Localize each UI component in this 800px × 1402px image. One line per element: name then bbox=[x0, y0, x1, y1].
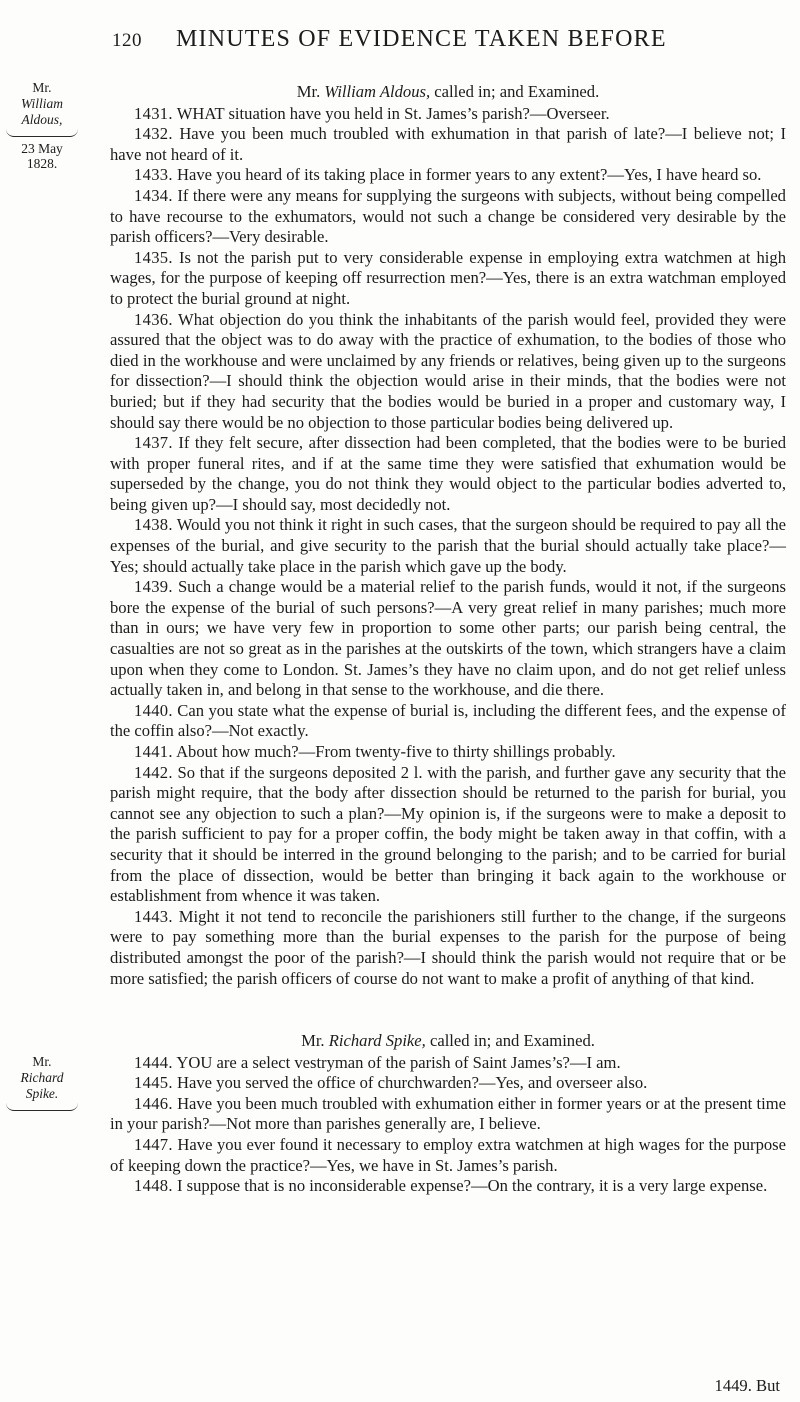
question-number: 1448. bbox=[134, 1176, 173, 1196]
question-number: 1439. bbox=[134, 577, 173, 597]
question-number: 1434. bbox=[134, 185, 173, 205]
margin-note-witness-2 bbox=[4, 1054, 80, 1115]
margin-note-witness-1 bbox=[4, 80, 80, 171]
question-number: 1445. bbox=[134, 1073, 173, 1093]
question-paragraph bbox=[110, 248, 786, 310]
heading-title: Mr. bbox=[301, 1031, 329, 1050]
question-paragraph bbox=[110, 763, 786, 907]
question-paragraph bbox=[110, 1073, 786, 1094]
question-text: Have you served the office of churchwarden?—Yes, and overseer also. bbox=[177, 1073, 648, 1093]
margin-note-title: Mr. bbox=[32, 80, 52, 95]
margin-brace bbox=[6, 129, 78, 137]
page-header bbox=[112, 22, 752, 62]
margin-note-name: Richard Spike. bbox=[20, 1070, 64, 1101]
margin-note-title: Mr. bbox=[32, 1054, 52, 1069]
question-number: 1447. bbox=[134, 1134, 173, 1154]
catchword: 1449. But bbox=[714, 1376, 780, 1395]
question-text: Can you state what the expense of burial is, including the different fees, and the expense of the coffin also?—Not exactly. bbox=[110, 700, 786, 741]
question-text: So that if the surgeons deposited 2 l. with the parish, and further gave any security that the parish might require, that the body after dissection should be returned to the parish for burial, you cannot see any objection to such a plan?—My opinion is, if the surgeons were to make a deposit to the parish sufficient to pay for a proper coffin, the body might be taken away in that coffin, with a security that it should be interred in the ground belonging to the parish; and to be carried for burial from the place of dissection, would be better than bringing it back again to the workhouse or establishment from whence it was taken. bbox=[110, 762, 787, 906]
question-text: YOU are a select vestryman of the parish of Saint James’s?—I am. bbox=[176, 1052, 621, 1072]
question-number: 1441. bbox=[134, 742, 173, 761]
question-paragraph bbox=[110, 1053, 786, 1074]
question-number: 1433. bbox=[134, 165, 173, 185]
question-paragraph bbox=[110, 907, 786, 989]
witness-name: Richard Spike, bbox=[328, 1031, 426, 1050]
question-text: Such a change would be a material relief to the parish funds, would it not, if the surgeons bore the expense of the burial of such persons?—A very great relief in many parishes; much more than in ours; we have very few in proportion to some other parts; our parish being central, the casualties are not so great as in the parishes at the outskirts of the town, which strangers have a claim upon when they come to London. St. James’s they have no claim upon, and do not get relief unless actually taken in, and belong in that sense to the workhouse, and die there. bbox=[110, 577, 786, 700]
question-paragraph bbox=[110, 433, 786, 515]
question-number: 1443. bbox=[134, 906, 173, 926]
question-text: What objection do you think the inhabitants of the parish would feel, provided they were assured that the object was to do away with the practice of exhumation, to the bodies of those who died in the workhouse and were unclaimed by any friends or relatives, being given up to the surgeons for dissection?—I should think the objection would arise in their minds, that the bodies were not buried; but if they had security that the bodies would be buried in a proper and customary way, I should say there would be no objection to those particular bodies being delivered up. bbox=[110, 309, 786, 432]
question-paragraph bbox=[110, 742, 786, 763]
question-text: Have you heard of its taking place in former years to any extent?—Yes, I have heard so. bbox=[177, 165, 762, 185]
page-number: 120 bbox=[112, 30, 142, 51]
question-paragraph bbox=[110, 165, 786, 186]
margin-note-date-year: 1828. bbox=[26, 156, 58, 171]
margin-brace bbox=[6, 1103, 78, 1111]
question-text: Have you ever found it necessary to employ extra watchmen at high wages for the purpose of keeping down the practice?—Yes, we have in St. James’s parish. bbox=[110, 1134, 786, 1175]
question-paragraph bbox=[110, 186, 786, 248]
margin-note-name: William Aldous, bbox=[20, 96, 63, 127]
witness-heading bbox=[110, 1031, 786, 1052]
question-paragraph bbox=[110, 515, 786, 577]
question-text: Is not the parish put to very considerable expense in employing extra watchmen at high wages, for the purpose of keeping off resurrection men?—Yes, there is an extra watchman employed to protect the burial ground at night. bbox=[110, 247, 786, 308]
question-number: 1432. bbox=[134, 124, 173, 144]
question-paragraph bbox=[110, 577, 786, 701]
question-text: Might it not tend to reconcile the parishioners still further to the change, if the surgeons were to pay something more than the burial expenses to the parish for the purpose of being distributed amongst the poor of the parish?—I should think the parish would not require that or be more satisfied; the parish officers of course do not want to make a profit of anything of that kind. bbox=[110, 906, 786, 988]
question-number: 1431. bbox=[134, 103, 173, 123]
question-number: 1436. bbox=[134, 309, 173, 329]
heading-title: Mr. bbox=[296, 82, 325, 101]
question-number: 1438. bbox=[134, 515, 173, 535]
margin-note-date-day: 23 May bbox=[21, 141, 63, 156]
examination-spike bbox=[110, 1031, 786, 1197]
heading-caption: called in; and Examined. bbox=[425, 1031, 595, 1050]
question-text: Would you not think it right in such cases, that the surgeon should be required to pay all the expenses of the burial, and give security to the parish that the burial should actually take place?—Yes; should actually take place in the parish which gave up the body. bbox=[110, 515, 786, 576]
question-paragraph bbox=[110, 310, 786, 434]
question-number: 1437. bbox=[134, 433, 173, 453]
question-number: 1444. bbox=[134, 1052, 173, 1072]
question-text: If they felt secure, after dissection had been completed, that the bodies were to be buried with proper funeral rites, and if at the same time they were satisfied that exhumation would be superseded by the change, you do not think they would object to the particular bodies adverted to, being given up?—I should say, most decidedly not. bbox=[110, 433, 786, 514]
question-paragraph bbox=[110, 1135, 786, 1176]
heading-caption: called in; and Examined. bbox=[430, 82, 600, 101]
question-text: I suppose that is no inconsiderable expense?—On the contrary, it is a very large expense. bbox=[177, 1176, 768, 1196]
question-paragraph bbox=[110, 124, 786, 165]
question-number: 1440. bbox=[134, 700, 173, 720]
question-paragraph bbox=[110, 1094, 786, 1135]
question-number: 1446. bbox=[134, 1093, 173, 1113]
witness-name: William Aldous, bbox=[324, 82, 431, 101]
question-text: If there were any means for supplying the surgeons with subjects, without being compelled to have recourse to the exhumators, would not such a change be considered very desirable by the parish officers?—Very desirable. bbox=[110, 185, 786, 247]
witness-heading bbox=[110, 82, 786, 103]
question-paragraph bbox=[110, 701, 786, 742]
question-text: Have you been much troubled with exhumation either in former years or at the present time in your parish?—Not more than parishes generally are, I believe. bbox=[110, 1093, 786, 1134]
running-title: MINUTES OF EVIDENCE TAKEN BEFORE bbox=[176, 26, 667, 52]
question-text: Have you been much troubled with exhumation in that parish of late?—I believe not; I have not heard of it. bbox=[110, 124, 786, 164]
question-paragraph bbox=[110, 1176, 786, 1197]
question-paragraph bbox=[110, 104, 786, 125]
question-text: About how much?—From twenty-five to thirty shillings probably. bbox=[176, 742, 616, 761]
question-number: 1435. bbox=[134, 247, 173, 267]
examination-aldous bbox=[110, 82, 786, 989]
question-text: WHAT situation have you held in St. James’s parish?—Overseer. bbox=[176, 103, 610, 123]
question-number: 1442. bbox=[134, 762, 173, 782]
